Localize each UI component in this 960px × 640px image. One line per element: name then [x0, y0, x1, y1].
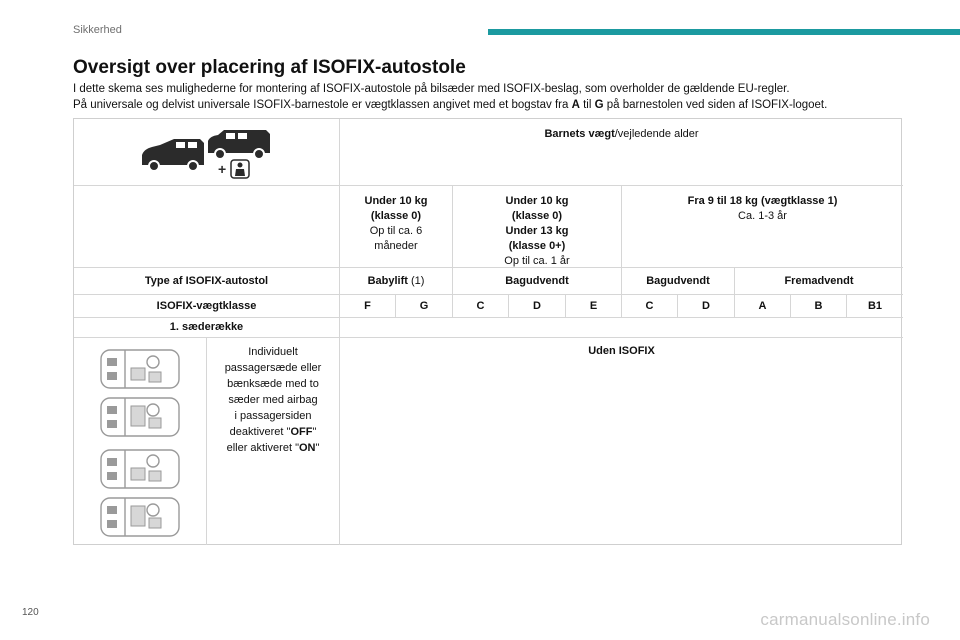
class-cell: F — [340, 295, 396, 318]
seat-row-label: 1. sæderække — [74, 318, 340, 338]
intro-line-2: På universale og delvist universale ISOFIX-barnestole er vægtklassen angivet med et bogstav fra A til G på barnestolen ved siden af ISOFIX-logoet. — [73, 99, 828, 111]
class-label: ISOFIX-vægtklasse — [74, 295, 340, 318]
type-rear-facing-1: Bagudvendt — [453, 268, 622, 295]
isofix-table — [73, 118, 902, 545]
seat-diagram-icon — [99, 348, 183, 538]
page-number: 120 — [22, 607, 39, 618]
type-babylift: Babylift (1) — [340, 268, 453, 295]
group-1-cell: Fra 9 til 18 kg (vægtklasse 1) Ca. 1-3 år — [622, 186, 903, 268]
type-forward-facing: Fremadvendt — [735, 268, 903, 295]
group-0-cell: Under 10 kg (klasse 0) Op til ca. 6 måneder — [340, 186, 453, 268]
class-cell: B — [791, 295, 847, 318]
no-isofix-cell: Uden ISOFIX — [588, 345, 655, 357]
weight-header: Barnets vægt/vejledende alder — [340, 119, 903, 186]
section-label: Sikkerhed — [73, 24, 122, 36]
intro-line-1: I dette skema ses mulighederne for montering af ISOFIX-autostole på bilsæder med ISOFIX-beslag, som overholder de gældende EU-regler. — [73, 83, 790, 95]
group-0plus-cell: Under 10 kg (klasse 0) Under 13 kg (klasse 0+) Op til ca. 1 år — [453, 186, 622, 268]
header-accent-bar — [488, 29, 960, 35]
class-cell: E — [566, 295, 622, 318]
class-cell: A — [735, 295, 791, 318]
vehicle-icons-cell — [74, 119, 340, 186]
watermark: carmanualsonline.info — [760, 610, 930, 629]
empty-cell — [74, 186, 340, 268]
type-rear-facing-2: Bagudvendt — [622, 268, 735, 295]
class-cell: C — [453, 295, 509, 318]
page-title: Oversigt over placering af ISOFIX-autostole — [73, 57, 466, 78]
empty-cell — [340, 318, 903, 338]
type-label: Type af ISOFIX-autostol — [74, 268, 340, 295]
vehicles-icon — [138, 127, 278, 179]
class-cell: D — [678, 295, 735, 318]
seat-diagrams-cell — [74, 338, 207, 545]
intro-text — [73, 81, 933, 113]
class-cell: B1 — [847, 295, 903, 318]
svg-text:+: + — [218, 161, 227, 177]
class-cell: D — [509, 295, 566, 318]
seat-description: Individuelt passagersæde eller bænksæde med to sæder med airbag i passagersiden deaktiveret "OFF" eller aktiveret "ON" — [207, 338, 340, 545]
class-cell: G — [396, 295, 453, 318]
class-cell: C — [622, 295, 678, 318]
